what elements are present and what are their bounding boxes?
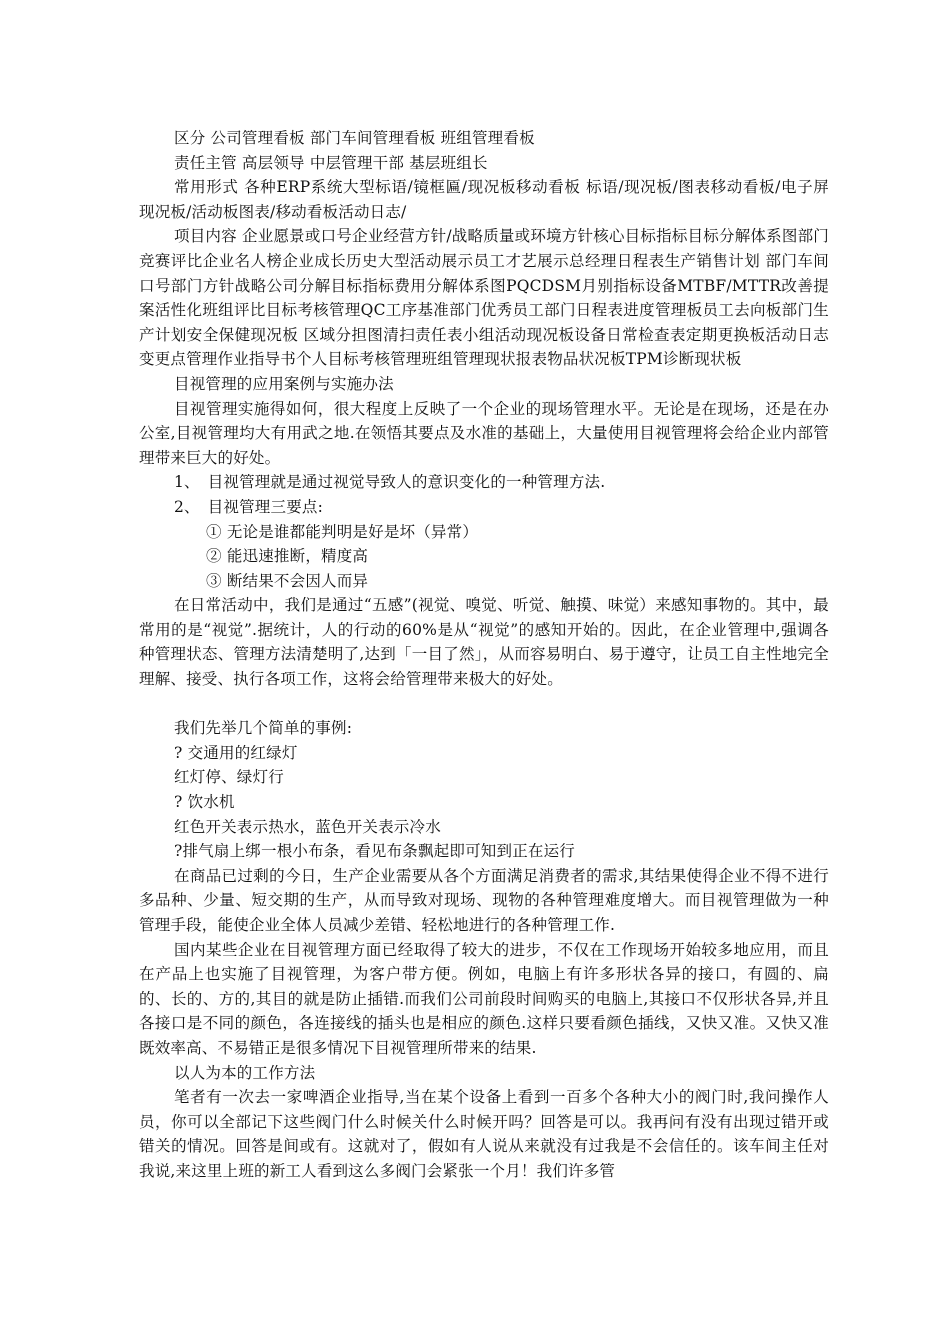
responsible-row: 责任主管 高层领导 中层管理干部 基层班组长: [174, 153, 488, 172]
paragraph: 在日常活动中，我们是通过“五感”(视觉、嗅觉、听觉、触摸、味觉）来感知事物的。其中，最常用的是“视觉”.据统计，人的行动的60%是从“视觉”的感知开始的。因此，在企业管理中,强调各种管理状态、管理方法清楚明了,达到「一目了然」，从而容易明白、易于遵守，让员工自主性地完全理解、接受、执行各项工作，这将会给管理带来极大的好处。: [139, 596, 829, 689]
example-detail: 红灯停、绿灯行: [174, 768, 284, 787]
paragraph: 目视管理实施得如何，很大程度上反映了一个企业的现场管理水平。无论是在现场，还是在办公室,目视管理均大有用武之地.在领悟其要点及水准的基础上，大量使用目视管理将会给企业内部管理带来巨大的好处。: [139, 399, 829, 467]
paragraph: 笔者有一次去一家啤酒企业指导,当在某个设备上看到一百多个各种大小的阀门时,我问操作人员，你可以全部记下这些阀门什么时候关什么时候开吗？回答是可以。我再问有没有出现过错开或错关的情况。回答是间或有。这就对了，假如有人说从来就没有过我是不会信任的。该车间主任对我说,来这里上班的新工人看到这么多阀门会紧张一个月！我们许多管: [139, 1088, 829, 1180]
board-type-row: 区分 公司管理看板 部门车间管理看板 班组管理看板: [174, 129, 535, 147]
example-detail: 红色开关表示热水，蓝色开关表示冷水: [174, 817, 441, 836]
project-content-row: 项目内容 企业愿景或口号企业经营方针/战略质量或环境方针核心目标指标目标分解体系图部门竞赛评比企业名人榜企业成长历史大型活动展示员工才艺展示总经理日程表生产销售计划 部门车间口号部门方针战略公司分解目标指标费用分解体系图PQCDSM月别指标设备MTBF/MTTR改善提案活性化班组评比目标考核管理QC工序基准部门优秀员工部门日程表进度管理板员工去向板部门生产计划安全保健现况板 区域分担图清扫责任表小组活动现况板设备日常检查表定期更换板活动日志变更点管理作业指导书个人目标考核管理班组管理现状报表物品状况板TPM诊断现状板: [139, 227, 829, 369]
numbered-item: 1、 目视管理就是通过视觉导致人的意识变化的一种管理方法.: [174, 473, 606, 492]
example-item: ? 饮水机: [174, 793, 235, 812]
section-heading: 以人为本的工作方法: [174, 1063, 316, 1082]
circled-item: ③ 断结果不会因人而异: [206, 571, 369, 590]
paragraph: 我们先举几个简单的事例:: [174, 719, 353, 738]
circled-item: ① 无论是谁都能判明是好是坏（异常）: [206, 522, 479, 541]
common-forms-row: 常用形式 各种ERP系统大型标语/镜框匾/现况板移动看板 标语/现况板/图表移动看板/电子屏 现况板/活动板图表/移动看板活动日志/: [139, 178, 829, 221]
paragraph: 国内某些企业在目视管理方面已经取得了较大的进步，不仅在工作现场开始较多地应用，而且在产品上也实施了目视管理，为客户带方便。例如，电脑上有许多形状各异的接口，有圆的、扁的、长的、方的,其目的就是防止插错.而我们公司前段时间购买的电脑上,其接口不仅形状各异,并且各接口是不同的颜色，各连接线的插头也是相应的颜色.这样只要看颜色插线，又快又准。又快又准既效率高、不易错正是很多情况下目视管理所带来的结果.: [139, 940, 829, 1057]
section-heading: 目视管理的应用案例与实施办法: [174, 374, 394, 393]
example-item: ?排气扇上绑一根小布条，看见布条飘起即可知到正在运行: [174, 842, 576, 861]
blank-line: [139, 692, 829, 717]
example-item: ? 交通用的红绿灯: [174, 743, 298, 762]
numbered-item: 2、 目视管理三要点:: [174, 497, 324, 516]
paragraph: 在商品已过剩的今日，生产企业需要从各个方面满足消费者的需求,其结果使得企业不得不进行多品种、少量、短交期的生产，从而导致对现场、现物的各种管理难度增大。而目视管理做为一种管理手段，能使企业全体人员减少差错、轻松地进行的各种管理工作.: [139, 866, 829, 934]
document-body: [139, 126, 829, 1184]
circled-item: ② 能迅速推断，精度高: [206, 547, 369, 566]
